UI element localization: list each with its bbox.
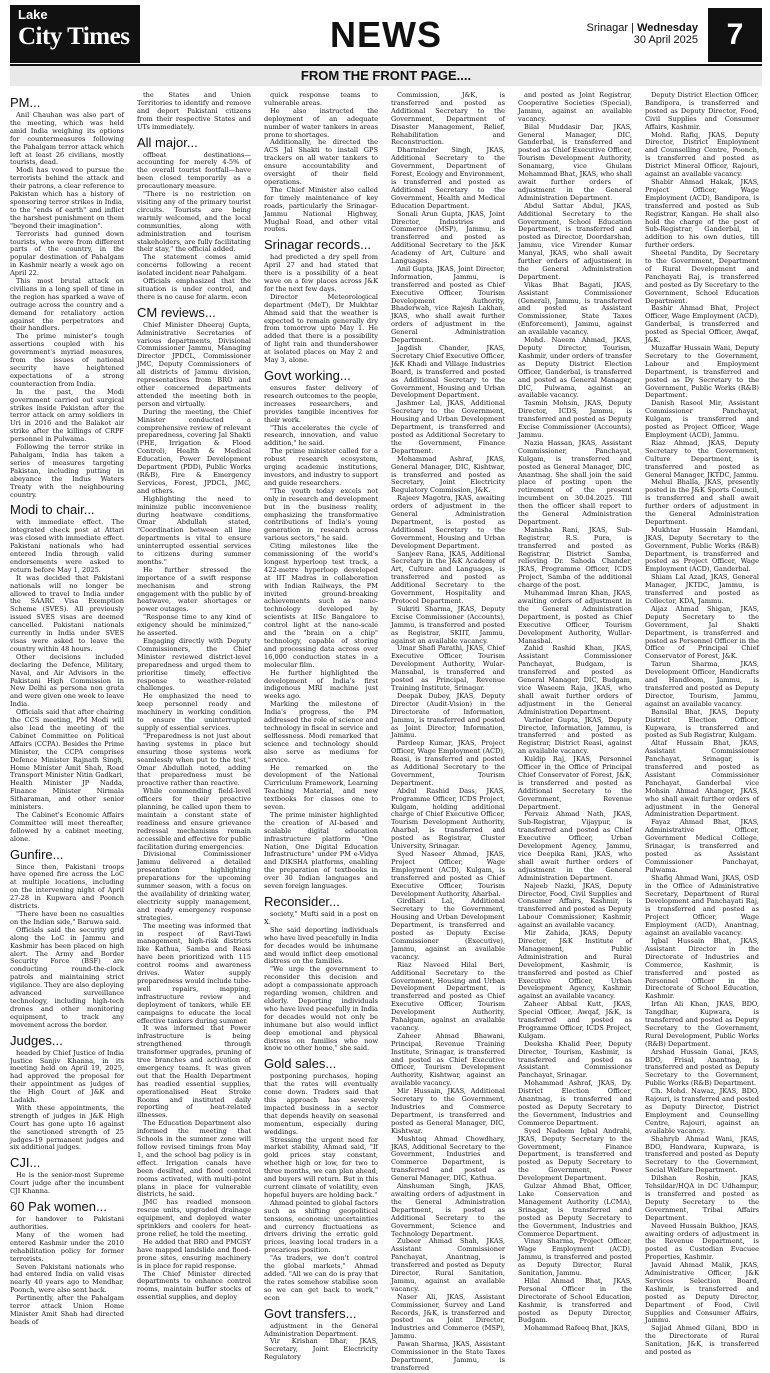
article-paragraph: Sheetal Pandita, Dy Secretary to the Government, Department of Rural Development and Panchayati Raj, is transferred and posted as Dy Secretary to the Government, School Education Department.	[645, 249, 759, 305]
article-paragraph: Terrorists had gunned down tourists, who were from different parts of the country, in the popular destination of Pahalgam in Kashmir nearly a week ago on April 22.	[10, 229, 124, 278]
article-paragraph: Zubeer Ahmad Shah, JKAS, Assistant Commissioner Panchayat, Anantnag, is transferred and posted as Deputy Director, Rural Sanitation, Jammu, against an available vacancy.	[391, 1237, 505, 1293]
article-paragraph: Citing milestones like the commissioning of the world's longest hyperloop test track, a 422-metre hyperloop developed at IIT Madras in collaboration with Indian Railways, the PM invited ground-breaking achievements such as nano-technology developed by scientists at IISc Bangalore to control light at the nano-scale and the "brain on a chip" technology, capable of storing and processing data across over 16,000 conduction states in a molecular film.	[264, 542, 378, 669]
article-paragraph: Aijaz Ahmad Shigan, JKAS, Deputy Secretary to the Government, Jal Shakti Department, is transferred and posted as Personnel Officer in the Office of Principal Chief Conservator of Forest, J&K.	[645, 604, 759, 661]
article-paragraph: Irfan Ali Khan, JKAS, BDO, Tangdhar, Kupwara, is transferred and posted as Deputy Secretary to the Government, Rural Development, Public Works (R&B) Department.	[645, 1000, 759, 1048]
dateline-weekday: Wednesday	[637, 22, 698, 34]
article-paragraph: Mehul Bhalla, JKAS, presently posted in the J&K Sports Council, is transferred and shall await further orders of adjustment in the General Administration Department.	[645, 478, 759, 526]
article-paragraph: He is the senior-most Supreme Court judge after the incumbent CJI Khanna.	[10, 1171, 124, 1196]
article-paragraph: Chief Minister Dheeraj Gupta, Administrative Secretaries of various departments, Divisional Commissioner Jammu, Managing Director JPDCL, Commissioner JMC, Deputy Commissioners of all districts of Jammu division, representatives from BRO and other concerned departments attended the meeting both in person and virtually.	[137, 320, 251, 408]
article-paragraph: With these appointments, the strength of judges in J&K High Court has gone upto 16 against the sanctioned strength of 25 judges-19 permanent judges and six additional judges.	[10, 1103, 124, 1152]
dateline-date: 30 April 2025	[633, 34, 698, 46]
article-paragraph: The Chief Minister also called for timely maintenance of key roads, particularly the Srinagar-Jammu National Highway, Mughal Road, and other vital routes.	[264, 185, 378, 234]
article-paragraph: Officials emphasized that the situation is under control, and there is no cause for alarm. econ	[137, 277, 251, 301]
article-paragraph: Tasmin Mohsin, JKAS, Deputy Director, ICDS, Jammu, is transferred and posted as Deputy Excise Commissioner (Accounts), Jammu.	[518, 399, 632, 439]
article-paragraph: Officials said that after chairing the CCS meeting, PM Modi will also lead the meeting of the Cabinet Committee on Political Affairs (CCPA). Besides the Prime Minister, the CCPA comprises Defence Minister Rajnath Singh, Home Minister Amit Shah, Road Transport Minister Nitin Gadkari, Health Minister JP Nadda, Finance Minister Nirmala Sitharaman, and other senior ministers.	[10, 708, 124, 812]
article-paragraph: Kuldip Raj, JKAS, Personnel Officer in the Office of Principal Chief Conservator of Forest, J&K, is transferred and posted as Additional Secretary to the Government, Revenue Department.	[518, 755, 632, 811]
article-paragraph: "There is no restriction on visiting any of the primary tourist circuits. Tourists are being warmly welcomed, and the local communities, along with administration and tourism stakeholders, are fully facilitating their stay," the official added.	[137, 190, 251, 254]
article-paragraph: The prime minister called for a robust research ecosystem, urging academic institutions, investors, and industry to support and guide researchers.	[264, 447, 378, 487]
article-paragraph: Iqbal Hussain Bhat, JKAS, Assistant Director in the Directorate of Industries and Commerce, Kashmir, is transferred and posted as Personnel Officer in the Directorate of School Education, Kashmir.	[645, 936, 759, 1001]
article-paragraph: postponing purchases, hoping that the rates will eventually come down. Traders said that this approach has severely impacted business in a sector that depends heavily on seasonal momentum, especially during weddings.	[264, 1072, 378, 1136]
column-4	[391, 91, 505, 1372]
article-heading: Judges...	[10, 1032, 63, 1048]
article-paragraph: Pawan Sharma, JKAS, Assistant Commissioner in the State Taxes Department, Jammu, is transferred	[391, 1340, 505, 1372]
article-paragraph: Shiam Lal Azad, JKAS, General Manager, JKTDC, Jammu, is transferred and posted as Collector, KDA, Jammu.	[645, 573, 759, 605]
article-paragraph: Gulzar Ahmad Bhat, Officer, Lake Conservation and Management Authority (LCMA), Srinagar, is transferred and posted as Deputy Secretary to the Government, Industries and Commerce Department.	[518, 1182, 632, 1238]
article-paragraph: Bashir Ahmad Bhat, Project Officer, Wage Employment (ACD), Ganderbal, is transferred and posted as Special Officer, Awqaf, J&K.	[645, 304, 759, 345]
article-paragraph: Shabir Ahmad Hakak, JKAS, Project Officer, Wage Employment (ACD), Bandipora, is transferred and posted as Sub Registrar, Kangan. He shall also hold the charge of the post of Sub-Registrar, Ganderbal, in addition to his own duties, till further orders.	[645, 177, 759, 250]
article-paragraph: Tarun Sharma, JKAS, Development Officer, Handicrafts and Handloom, Jammu, is transferred and posted as Deputy Director, Tourism, Jammu, against an available vacancy.	[645, 660, 759, 708]
article-paragraph: Anil Gupta, JKAS, Joint Director, Information, Jammu, is transferred and posted as Chief Executive Officer, Tourism Development Authority, Bhaderwah, vice Rajesh Lakhan, JKAS, who shall await further orders of adjustment in the General Administration Department.	[391, 264, 505, 345]
article-paragraph: headed by Chief Justice of India Justice Sanjiv Khanna, in its meeting held on April 19, 2025, had approved the proposal for their appointment as judges of the High Court of J&K and Ladakh.	[10, 1048, 124, 1105]
article-paragraph: Pervaiz Ahmad Nath, JKAS, Sub-Registrar, Vijaypur, is transferred and posted as Chief Executive Officer, Urban Development Agency, Jammu, vice Deepika Rani, JKAS, who shall await further orders of adjustment in the General Administration Department.	[518, 810, 632, 882]
article-paragraph: Syed Naseer Ahmad, JKAS, Project Officer, Wage Employment (ACD), Kulgam, is transferred and posted as Chief Executive Officer, Tourism Development Authority, Aharbal.	[391, 850, 505, 898]
article-paragraph: Vir Krishan Dhar, JKAS, Secretary, Joint Electricity Regulatory	[264, 1337, 378, 1362]
newspaper-logo[interactable]	[10, 5, 140, 63]
article-paragraph: Umar Shafi Parathi, JKAS, Chief Executive Officer, Tourism Development Authority, Wular-Mansabal, is transferred and posted as Principal, Revenue Training Institute, Srinagar.	[391, 644, 505, 692]
article-heading: Gunfire...	[10, 846, 64, 862]
article-paragraph: Zaheer Ahmad Bhawani, Principal, Revenue Training Institute, Srinagar, is transferred and posted as Chief Executive Officer, Tourism Development Authority, Kishtwar, against an available vacancy.	[391, 1031, 505, 1088]
article-paragraph: Arshad Hussain Ganai, JKAS, BDO, Frisal, Anantnag, is transferred and posted as Deputy Secretary to the Government, Public Works (R&B) Department.	[645, 1047, 759, 1088]
article-paragraph: Mukhtar Hussain Hamdani, JKAS, Deputy Secretary to the Government, Public Works (R&B) Department, is transferred and posted as Project Officer, Wage Employment (ACD), Ganderbal.	[645, 525, 759, 574]
masthead	[0, 0, 770, 62]
article-paragraph: While commending field-level officers for their proactive planning, he called upon them to maintain a constant state of readiness and ensure grievance redressal mechanisms remain accessible and effective for public facilitation during emergencies.	[137, 787, 251, 851]
article-paragraph: Deeksha Khalid Peer, Deputy Director, Tourism, Kashmir, is transferred and posted as Assistant Commissioner Panchayat, Srinagar.	[518, 1039, 632, 1080]
article-paragraph: the States and Union Territories to identify and remove and deport Pakistani citizens from their respective States and UTs immediately.	[137, 91, 251, 131]
article-paragraph: Muhammad Imran Khan, JKAS, awaiting orders of adjustment in the General Administration Department, is posted as Chief Executive Officer, Tourism Development Authority, Wullar-Manasbal.	[518, 589, 632, 645]
article-paragraph: Mohd. Rafiq, JKAS, Deputy Director, District Employment and Counselling Centre, Poonch, is transferred and posted as District Mineral Officer, Rajouri, against an available vacancy.	[645, 130, 759, 179]
article-paragraph: Deputy District Election Officer, Bandipora, is transferred and posted as Deputy Director, Food, Civil Supplies and Consumer Affairs, Kashmir.	[645, 91, 759, 131]
article-heading: Srinagar records...	[264, 237, 371, 253]
article-paragraph: Manisha Rani, JKAS, Sub-Registrar, R.S. Pura, is transferred and posted as Registrar, District Samba, relieving Dr. Sahoda Chander, JKAS, Programme Officer, ICDS Project, Samba of the additional charge of the post.	[518, 525, 632, 590]
article-paragraph: Stressing the urgent need for market stability, Ahmad said, "If gold prices stay constant, whether high or low, for two to three months, we can plan ahead, and buyers will return. But in this current climate of volatility, even hopeful buyers are holding back."	[264, 1135, 378, 1199]
article-paragraph: He remarked on the development of the National Curriculum Framework, Learning Teaching Material, and new textbooks for classes one to seven.	[264, 763, 378, 812]
article-paragraph: Varinder Gupta, JKAS, Deputy Director, Information, Jammu, is transferred and posted as Registrar, District Reasi, against an available vacancy.	[518, 715, 632, 756]
article-paragraph: Pardeep Kumar, JKAS, Project Officer, Wage Employment (ACD), Reasi, is transferred and posted as Additional Secretary to the Government, Tourism Department.	[391, 739, 505, 787]
article-paragraph: The prime minister highlighted the creation of AI-based and scalable digital education infrastructure platform "One Nation, One Digital Education Infrastructure" under PM e-Vidya and DIKSHA platforms, enabling the preparation of textbooks in over 30 Indian languages and seven foreign languages.	[264, 810, 378, 891]
article-paragraph: Divisional Commissioner Jammu delivered a detailed presentation highlighting preparations for the upcoming summer season, with a focus on the availability of drinking water, electricity supply management, and ready emergency response strategies.	[137, 850, 251, 922]
article-paragraph: Javaid Ahmad Malik, JKAS, Administrative Officer, J&K Services Selection Board, Kashmir, is transferred and posted as Deputy Director, Department of Food, Civil Supplies and Consumer Affairs, Jammu.	[645, 1261, 759, 1325]
article-paragraph: It was informed that Power infrastructure is being strengthened through transformer upgrades, pruning of tree branches and activation of emergency teams. It was given out that the Health Department has readied essential supplies, operationalised Heat Stroke Rooms and instituted daily reporting of heat-related illnesses.	[137, 1024, 251, 1120]
article-paragraph: and posted as Joint Registrar, Cooperative Societies (Special), Jammu, against an available vacancy.	[518, 91, 632, 123]
article-paragraph: "As traders, we don't control the global markets," Ahmad added. "All we can do is pray that the rates somehow stabilise soon so we can get back to work," econ	[264, 1254, 378, 1302]
article-paragraph: Naser Ali, JKAS, Assistant Commissioner, Survey and Land Records, J&K, is transferred and posted as Joint Director, Industries and Commerce (MSP), Jammu.	[391, 1292, 505, 1341]
article-paragraph: Altaf Hussain Bhat, JKAS, Assistant Commissioner Panchayat, Srinagar, is transferred and posted as Assistant Commissioner Panchayat, Ganderbal vice Mohsin Ahmad Ahanger, JKAS, who shall await further orders of adjustment in the General Administration Department.	[645, 739, 759, 819]
article-heading: PM...	[10, 95, 41, 110]
article-heading: Reconsider...	[264, 894, 340, 909]
article-heading: All major...	[137, 134, 198, 150]
article-paragraph: He further highlighted the development of India's first indigenous MRI machine just weeks ago.	[264, 668, 378, 701]
article-paragraph: Abdul Sattar Abdul, JKAS, Additional Secretary to the Government, School Education Department, is transferred and posted as Director, Doordarshan, Jammu, vice Virender Kumar Manyal, JKAS, who shall await further orders of adjustment in the General Administration Department.	[518, 201, 632, 281]
article-paragraph: society," Mufti said in a post on X.	[264, 910, 378, 926]
article-paragraph: JMC has readied monsoon rescue units, upgraded drainage equipment, and deployed water sprinklers and coolers for heat-prone relief, he told the meeting.	[137, 1198, 251, 1238]
article-paragraph: had predicted a dry spell from April 27 and had stated that there is a possibility of a heat wave on a few places across J&K for the next few days.	[264, 253, 378, 293]
article-paragraph: Riaz Ahmad, JKAS, Deputy Secretary to the Government, Culture Department, is transferred and posted as General Manager, JKTDC, Jammu.	[645, 438, 759, 479]
column-6	[645, 91, 759, 1357]
article-paragraph: "The youth today excels not only in research and development but in the business reality, emphasizing the transformative contributions of India's young generation in research across various sectors," he said.	[264, 486, 378, 543]
article-paragraph: The Education Department also informed the meeting that Schools in the summer zone will follow revised timings from May 1, and the school bag policy is in effect. Irrigation canals have been desilted, and flood control rooms activated, with multi-point plans in place for vulnerable districts, he said.	[137, 1119, 251, 1199]
article-paragraph: Engaging directly with Deputy Commissioners, the Chief Minister reviewed district-level preparedness and urged them to prioritise timely, effective response to weather-related challenges.	[137, 637, 251, 693]
article-paragraph: It was decided that Pakistani nationals will no longer be allowed to travel to India under the SAARC Visa Exemption Scheme (SVES). All previously issued SVES visas are deemed cancelled. Pakistani nationals currently in India under SVES visas were asked to leave the country within 48 hours.	[10, 573, 124, 653]
article-paragraph: Muzaffar Hussain Wani, Deputy Secretary to the Government, Labour and Employment Department, is transferred and posted as Dy Secretary to the Government, Public Works (R&B) Department.	[645, 344, 759, 400]
article-paragraph: Mohammad Ashraf, JKAS, Dy. District Election Officer, Anantnag, is transferred and posted as Deputy Secretary to the Government, Industries and Commerce Department.	[518, 1079, 632, 1127]
column-1	[10, 92, 124, 1326]
article-paragraph: He also instructed the deployment of an adequate number of water tankers in areas prone to shortages.	[264, 106, 378, 139]
article-paragraph: Pertinently, after the Pahalgam terror attack Union Home Minister Amit Shah had directed heads of	[10, 1294, 124, 1326]
article-paragraph: Sukriti Sharma, JKAS, Deputy Excise Commissioner (Accounts), Jammu, is transferred and posted as Registrar, SKIIT, Jammu, against an available vacancy.	[391, 604, 505, 645]
article-paragraph: Anil Chauhan was also part of the meeting, which was held amid India weighing its options for countermeasures following the Pahalgam terror attack which left at least 26 civilians, mostly tourists, dead.	[10, 111, 124, 167]
article-paragraph: offbeat destinations—accounting for merely 4-5% of the overall tourist footfall—have been closed temporarily as a precautionary measure.	[137, 150, 251, 191]
article-paragraph: Shahryb Ahmad Wani, JKAS, BDO, Handwara, Kupwara, is transferred and posted as Deputy Secretary to the Government, Social Welfare Department.	[645, 1134, 759, 1175]
article-paragraph: adjustment in the General Administration Department.	[264, 1321, 378, 1338]
article-paragraph: ensures faster delivery of research outcomes to the people, increases researchers, and provides tangible incentives for their work.	[264, 384, 378, 424]
article-heading: Govt working...	[264, 368, 351, 383]
article-paragraph: She said deporting individuals who have lived peacefully in India for decades would be inhumane and would inflict deep emotional distress on the families.	[264, 925, 378, 966]
article-paragraph: Mohammad Ashraf, JKAS, General Manager, DIC, Kishtwar, is transferred and posted as Secretary, Joint Electricity Regulatory Commission, J&K.	[391, 454, 505, 495]
article-paragraph: The prime minister's tough assertions coupled with his government's myriad measures, from the issues of national security have heightened expectations of a strong counteraction from India.	[10, 332, 124, 388]
article-paragraph: "Preparedness is not just about having systems in place but ensuring those systems work seamlessly when put to the test," Omar Abdullah noted, adding that preparedness must be proactive rather than reactive.	[137, 731, 251, 788]
article-paragraph: Vinay Sharma, Project Officer, Wage Employment (ACD), Jammu, is transferred and posted as Deputy Director, Rural Sanitation, Jammu.	[518, 1237, 632, 1278]
article-paragraph: Danish Rasool Mir, Assistant Commissioner Panchayat, Kulgam, is transferred and posted as Project Officer, Wage Employment (ACD), Jammu.	[645, 399, 759, 439]
article-paragraph: Jagdish Chander, JKAS, Secretary Chief Executive Officer, J&K Khadi and Village Industries Board, is transferred and posted as Additional Secretary to the Government, Housing and Urban Development Department.	[391, 344, 505, 400]
article-heading: Gold sales...	[264, 1056, 337, 1072]
dateline: Srinagar | Wednesday 30 April 2025	[586, 22, 698, 46]
article-paragraph: Mir Hussain, JKAS, Additional Secretary to the Government, Industries and Commerce Department, is transferred and posted as General Manager, DIC, Kishtwar.	[391, 1087, 505, 1135]
article-paragraph: Najeeb Nazki, JKAS, Deputy Director, Food, Civil Supplies and Consumer Affairs, Kashmir, is transferred and posted as Deputy Labour Commissioner, Kashmir, against an available vacancy.	[518, 881, 632, 930]
article-paragraph: Many of the women had entered Kashmir under the 2010 rehabilitation policy for former terrorists.	[10, 1230, 124, 1263]
article-paragraph: Ainshuman Singh, JKAS, awaiting orders of adjustment in the General Administration Department, is posted as Additional Secretary to the Government, Science and Technology Department.	[391, 1182, 505, 1238]
article-paragraph: with immediate effect. The integrated check post at Attari was closed with immediate effect. Pakistani nationals who had entered India through valid endorsements were asked to return before May 1, 2025.	[10, 518, 124, 574]
logo-city-times-text: City Times	[18, 23, 130, 50]
article-heading: Govt transfers...	[264, 1305, 357, 1321]
article-paragraph: for handover to Pakistani authorities.	[10, 1215, 124, 1231]
article-paragraph: Rajeev Magotra, JKAS, awaiting orders of adjustment in the General Administration Department, is posted as Additional Secretary to the Government, Housing and Urban Development Department.	[391, 494, 505, 550]
article-paragraph: Syed Nadeem Iqbal Andrabi, JKAS, Deputy Secretary to the Government, Finance Department, is transferred and posted as Deputy Secretary to the Government, Power Development Department.	[518, 1126, 632, 1183]
article-paragraph: During the meeting, the Chief Minister conducted a comprehensive review of relevant preparedness, covering Jal Shakti (PHE, Irrigation & Flood Control), Health & Medical Education, Power Development Department (PDD), Public Works (R&B), Fire & Emergency Services, Forest, JPDCL, JMC, and others.	[137, 407, 251, 495]
article-paragraph: Mushtaq Ahmad Chowdhary, JKAS, Additional Secretary to the Government, Industries and Commerce Department, is transferred and posted as General Manager, DIC, Kathua.	[391, 1134, 505, 1183]
article-paragraph: Deepak Dubey, JKAS, Deputy Director (Audit-Vision) in the Directorate of Information, Jammu, is transferred and posted as Joint Director, Information, Jammu.	[391, 691, 505, 740]
article-paragraph: He added that BRO and PMGSY have mapped landslide and flood-prone sites, ensuring machinery is in place for rapid response.	[137, 1237, 251, 1270]
article-paragraph: Zaheer Abbal Kutt, JKAS, Special Officer, Awqaf, J&K, is transferred and posted as Programme Officer, ICDS Project, Kulgam.	[518, 1000, 632, 1040]
article-paragraph: "Response time to any kind of exigency should be minimized," he asserted.	[137, 613, 251, 638]
article-paragraph: Jashmer Lal, JKAS, Additional Secretary to the Government, Housing and Urban Development Department, is transferred and posted as Additional Secretary to the Government, Finance Department.	[391, 399, 505, 455]
article-paragraph: This most brutal attack on civilians in a long spell of time in the region has sparked a wave of outrage across the country and a demand for retaliatory action against the perpetrators and their handlers.	[10, 277, 124, 333]
article-paragraph: Riaz Naveed Hilal Beri, Additional Secretary to the Government, Housing and Urban Development Department, is transferred and posted as Chief Executive Officer, Tourism Development Authority, Pahalgam, against an available vacancy.	[391, 960, 505, 1032]
article-paragraph: Ch. Mohd. Nawaz, JKAS, BDO, Rajouri, is transferred and posted as Deputy Director, District Employment and Counselling Centre, Rajouri, against an available vacancy.	[645, 1087, 759, 1135]
article-paragraph: Seven Pakistani nationals who had entered India on valid visas nearly 40 years ago to Mendhar, Poonch, were also sent back.	[10, 1262, 124, 1295]
article-paragraph: Dilshan Roshin, JKAS, Tehsildar/HQA in DC Udhampur, is transferred and posted as Deputy Secretary to the Government, Tribal Affairs Department.	[645, 1174, 759, 1222]
dateline-city: Srinagar	[586, 22, 629, 34]
article-paragraph: Sanjeev Rana, JKAS, Additional Secretary in the J&K Academy of Art, Culture and Languages, is transferred and posted as Additional Secretary to the Government, Hospitality and Protocol Department.	[391, 549, 505, 605]
article-heading: Modi to chair...	[10, 502, 95, 518]
page-number: 7	[708, 8, 762, 62]
article-paragraph: Modi has vowed to pursue the terrorists behind the attack and their patrons, a clear reference to Pakistan which has a history of sponsoring terror strikes in India, to the "ends of earth" and inflict the harshest punishment on them "beyond their imagination".	[10, 166, 124, 230]
article-paragraph: Ahmad pointed to global factors such as shifting geopolitical tensions, economic uncertainties and currency fluctuations as drivers driving the erratic gold prices, leaving local traders in a precarious position.	[264, 1198, 378, 1255]
article-paragraph: quick response teams to vulnerable areas.	[264, 91, 378, 107]
article-paragraph: Fayaz Ahmad Bhat, JKAS, Administrative Officer, Government Medical College, Srinagar, is transferred and posted as Assistant Commissioner Panchayat, Pulwama.	[645, 818, 759, 874]
article-paragraph: Additionally, he directed the ACS Jal Shakti to install GPS trackers on all water tankers to ensure accountability and oversight of their field operations.	[264, 138, 378, 186]
article-paragraph: The statement comes amid concerns following a recent isolated incident near Pahalgam.	[137, 253, 251, 278]
column-5	[518, 91, 632, 1333]
article-paragraph: He further stressed the importance of a swift response mechanism and strong engagement with the public by of heatwave, water shortages or power outages.	[137, 565, 251, 614]
article-paragraph: Officials said the security grid along the LoC in Jammu and Kashmir has been placed on high alert. The Army and Border Security Force (BSF) are conducting round-the-clock patrols and maintaining strict vigilance. They are also deploying advanced surveillance technology, including high-tech drones and other monitoring equipment, to track any movement across the border.	[10, 925, 124, 1029]
article-paragraph: Mohammad Rafeeq Bhat, JKAS,	[524, 1324, 630, 1333]
article-paragraph: Following the terror strike in Pahalgam, India has taken a series of measures targeting Pakistan, including putting in abeyance the Indus Waters Treaty with the neighbouring country.	[10, 443, 124, 499]
article-heading: CM reviews...	[137, 304, 216, 320]
article-paragraph: He emphasized the need to keep personnel ready and machinery in working condition to ensure the uninterrupted supply of essential services.	[137, 692, 251, 732]
article-paragraph: The Chief Minister directed departments to enhance control rooms, maintain buffer stocks of essential supplies, and deploy	[137, 1269, 251, 1302]
article-paragraph: Marking the milestone of India's progress, the PM addressed the role of science and technology in fiscal in service and selflessness. Modi remarked that science and technology should also serve as mediums for service.	[264, 700, 378, 764]
article-heading: CJI...	[10, 1155, 41, 1171]
article-paragraph: Zahid Rashid Khan, JKAS, Assistant Commissioner Panchayat, Budgam, is transferred and posted as General Manager, DIC, Budgam, vice Waseem Raja, JKAS, who shall await further orders of adjustment in the General Administration Department.	[518, 644, 632, 716]
article-paragraph: "This accelerates the cycle of research, innovation, and value addition," he said.	[264, 423, 378, 448]
article-heading: 60 Pak women...	[10, 1199, 107, 1215]
article-paragraph: Mohd. Naeem Ahmad, JKAS, Deputy Director, Tourism, Kashmir, under orders of transfer as Deputy District Election Officer, Ganderbal, is transferred and posted as General Manager, DIC, Pulwama, against an available vacancy.	[518, 336, 632, 400]
article-paragraph: Mir Zahida, JKAS, Deputy Director, J&K Institute of Management, Public Administration and Rural Development, Kashmir, is transferred and posted as Chief Executive Officer, Urban Development Agency, Kashmir, against an available vacancy.	[518, 929, 632, 1001]
article-paragraph: In the past, the Modi government carried out surgical strikes inside Pakistan after the terror attack on army soldiers in Uri in 2016 and the Balakot air strike after the killings of CRPF personnel in Pulwama.	[10, 387, 124, 444]
article-paragraph: Vikas Bhat Bagati, JKAS, Assistant Commissioner (General), Jammu, is transferred and posted as Assistant Commissioner, State Taxes (Enforcement), Jammu, against an available vacancy.	[518, 280, 632, 337]
column-2	[137, 91, 251, 1302]
article-paragraph: Bansilal Bhat, JKAS, Deputy District Election Officer, Kupwara, is transferred and posted as Sub Registrar, Kulgam.	[645, 707, 759, 740]
article-columns	[10, 91, 762, 1372]
article-paragraph: Naveed Hussain Bukhoo, JKAS, awaiting orders of adjustment in the Revenue Department, is posted as Custodian Evacuee Properties, Kashmir.	[645, 1221, 759, 1262]
article-paragraph: "We urge the government to reconsider this decision and adopt a compassionate approach regarding women, children and elderly. Deporting individuals who have lived peacefully in India for decades would not only be inhumane but also would inflict deep emotional and physical distress on families who now know no other home," she said.	[264, 965, 378, 1053]
article-paragraph: The meeting was informed that in respect of Ravi-Tawi management, high-risk districts like Kathua, Samba and Reasi have been prioritized with 115 control rooms and awareness drives. Water supply preparedness would include tube-well repairs, mapping, infrastructure review and deployment of tankers, while EE campaigns to educate the local effective tankers during summer.	[137, 921, 251, 1025]
article-paragraph: Nazia Hassan, JKAS, Assistant Commissioner, Panchayat, Kulgam, is transferred and posted as General Manager, DIC, Anantnag. She shall join the said place of posting upon the retirement of the present incumbent on 30.04.2025. Till then the officer shall report to the General Administration Department.	[518, 438, 632, 526]
article-paragraph: Director Meteorological department (MeT), Dr Mukhtar Ahmad said that the weather is expected to remain generally dry from tomorrow upto May 1. He added that there is a possibility of light rain and thundershower at isolated places on May 2 and May 3, alone.	[264, 292, 378, 365]
article-paragraph: Dharminder Singh, JKAS, Additional Secretary to the Government, Department of Forest, Ecology and Environment, is transferred and posted as Additional Secretary to the Government, Health and Medical Education Department.	[391, 146, 505, 210]
article-paragraph: Shafiq Ahmad Wani, JKAS, OSD in the Office of Administrative Secretary, Department of Rural Development and Panchayati Raj, is transferred and posted as Project Officer, Wage Employment (ACD), Anantnag, against an available vacancy.	[645, 873, 759, 938]
article-paragraph: Highlighting the need to minimize public inconvenience during heatwave conditions, Omar Abdullah stated, "Coordination between all line departments is vital to ensure uninterrupted essential services to citizens during summer months."	[137, 494, 251, 566]
article-paragraph: Girdhari Lal, Additional Secretary to the Government, Housing and Urban Development Department, is transferred and posted as Deputy Excise Commissioner (Executive), Jammu, against an available vacancy.	[391, 897, 505, 961]
article-paragraph: "There have been no casualties on the Indian side," Baruwa said.	[10, 910, 124, 926]
article-paragraph: Hilal Ahmad Bhat, JKAS, Personal Officer in the Directorate of School Education, Kashmir, is transferred and posted as Deputy Director, Budgam.	[518, 1276, 632, 1325]
section-title: NEWS	[330, 14, 442, 55]
article-paragraph: The Cabinet's Economic Affairs Committee will meet thereafter, followed by a cabinet meeting, alone.	[10, 810, 124, 843]
article-paragraph: Sajjad Ahmed Gilani, BDO in the Directorate of Rural Sanitation, J&K, is transferred and posted as	[645, 1324, 759, 1357]
logo-lake-text: Lake	[18, 7, 48, 22]
article-paragraph: Sonali Arun Gupta, JKAS, Joint Director, Industries and Commerce (MSP), Jammu, is transferred and posted as Additional Secretary to the J&K Academy of Art, Culture and Languages.	[391, 209, 505, 266]
section-banner: FROM THE FRONT PAGE....	[10, 66, 762, 86]
article-paragraph: Abdul Rashid Dass, JKAS, Programme Officer, ICDS Project, Kulgam, holding additional charge of Chief Executive Officer, Tourism Development Authority, Aharbal, is transferred and posted as Registrar, Cluster University, Srinagar.	[391, 786, 505, 851]
article-paragraph: Bilal Muddasir Dar, JKAS, General Manager, DIC, Ganderbal, is transferred and posted as Chief Executive Officer, Tourism Development Authority, Sonamarg, vice Ghulam Mohammad Bhat, JKAS, who shall await further orders of adjustment in the General Administration Department.	[518, 122, 632, 202]
article-paragraph: Since then, Pakistani troops have opened fire across the LoC at multiple locations, including on the intervening night of April 27-28 in Kupwara and Poonch districts.	[10, 862, 124, 911]
column-3	[264, 91, 378, 1362]
article-paragraph: Other decisions included declaring the Defence, Military, Naval, and Air Advisors in the Pakistani High Commission in New Delhi as persona non grata and were given one week to leave India.	[10, 652, 124, 709]
article-paragraph: Commission, J&K, is transferred and posted as Additional Secretary to the Government, Department of Disaster Management, Relief, Rehabilitation and Reconstruction.	[391, 91, 505, 147]
